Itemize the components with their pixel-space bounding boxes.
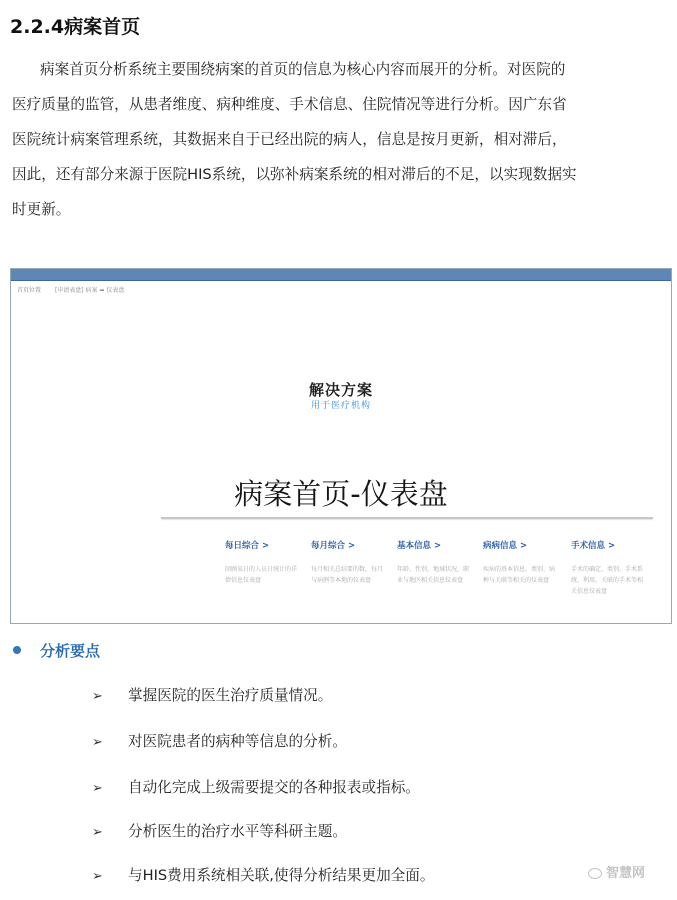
- watermark: [588, 862, 645, 881]
- arrow-bullet-icon: ➢: [92, 689, 103, 704]
- analysis-point: [92, 820, 347, 841]
- arrow-bullet-icon: ➢: [92, 869, 103, 884]
- nav-column-daily[interactable]: [225, 539, 301, 586]
- solution-title: 解决方案: [308, 381, 373, 399]
- nav-column-desc: 疾病的基本信息，类别、病种与关联等相关的仪表盘: [483, 566, 556, 584]
- analysis-point-text: 分析医生的治疗水平等科研主题。: [128, 823, 347, 840]
- nav-column-disease-info[interactable]: [483, 539, 559, 586]
- nav-column-head[interactable]: 基本信息 >: [397, 541, 442, 551]
- nav-column-basic-info[interactable]: [397, 539, 473, 586]
- nav-column-head[interactable]: 手术信息 >: [571, 541, 616, 551]
- dashboard-screenshot: [10, 268, 672, 624]
- watermark-text: 智慧网: [606, 866, 646, 881]
- nav-column-desc: 回顾某日的人员日统计的详情信息仪表盘: [225, 566, 298, 584]
- title-divider: [161, 517, 653, 519]
- intro-line: 医院统计病案管理系统，其数据来自于已经出院的病人，信息是按月更新，相对滞后，: [12, 131, 567, 148]
- analysis-point: [92, 730, 347, 751]
- section-title: 2.2.4病案首页: [10, 16, 141, 38]
- solution-subtitle: 用于医疗机构: [310, 401, 371, 411]
- nav-column-desc: 手术的确定、类别、手术系统、利用，关联的手术等相关信息仪表盘: [571, 566, 644, 595]
- analysis-point-text: 掌握医院的医生治疗质量情况。: [128, 687, 333, 704]
- intro-paragraph: [12, 52, 668, 227]
- nav-column-head[interactable]: 每日综合 >: [225, 541, 270, 551]
- intro-line: 时更新。: [12, 201, 71, 218]
- nav-column-desc: 年龄、性别，地域状况，职业与地区相关信息仪表盘: [397, 566, 470, 584]
- nav-column-monthly[interactable]: [311, 539, 387, 586]
- screenshot-top-bar: [11, 269, 671, 281]
- nav-column-desc: 每月相关总结要的数，每月与病例等本地的仪表盘: [311, 566, 384, 584]
- arrow-bullet-icon: ➢: [92, 781, 103, 796]
- analysis-point: [92, 776, 420, 797]
- analysis-point: [92, 864, 434, 885]
- arrow-bullet-icon: ➢: [92, 825, 103, 840]
- nav-column-head[interactable]: 病病信息 >: [483, 541, 528, 551]
- analysis-point-text: 与HIS费用系统相关联,使得分析结果更加全面。: [128, 867, 435, 884]
- dashboard-nav-columns: [225, 539, 655, 619]
- breadcrumb-path: [申请表盘] 病案 ➡ 仪表盘: [54, 287, 125, 294]
- analysis-point-text: 对医院患者的病种等信息的分析。: [128, 733, 347, 750]
- analysis-heading: 分析要点: [40, 642, 101, 660]
- nav-column-surgery-info[interactable]: [571, 539, 647, 597]
- analysis-point-text: 自动化完成上级需要提交的各种报表或指标。: [128, 779, 420, 796]
- dashboard-title: 病案首页-仪表盘: [234, 477, 448, 511]
- wechat-icon: [588, 868, 602, 879]
- intro-line: 病案首页分析系统主要围绕病案的首页的信息为核心内容而展开的分析。对医院的: [40, 61, 566, 78]
- circle-bullet-icon: [13, 646, 21, 654]
- analysis-point: [92, 684, 332, 705]
- arrow-bullet-icon: ➢: [92, 735, 103, 750]
- breadcrumb-home: 首页位置: [17, 287, 42, 294]
- intro-line: 因此，还有部分来源于医院HIS系统，以弥补病案系统的相对滞后的不足，以实现数据实: [12, 166, 577, 183]
- screenshot-breadcrumb: [17, 285, 136, 294]
- intro-line: 医疗质量的监管，从患者维度、病种维度、手术信息、住院情况等进行分析。因广东省: [12, 96, 567, 113]
- nav-column-head[interactable]: 每月综合 >: [311, 541, 356, 551]
